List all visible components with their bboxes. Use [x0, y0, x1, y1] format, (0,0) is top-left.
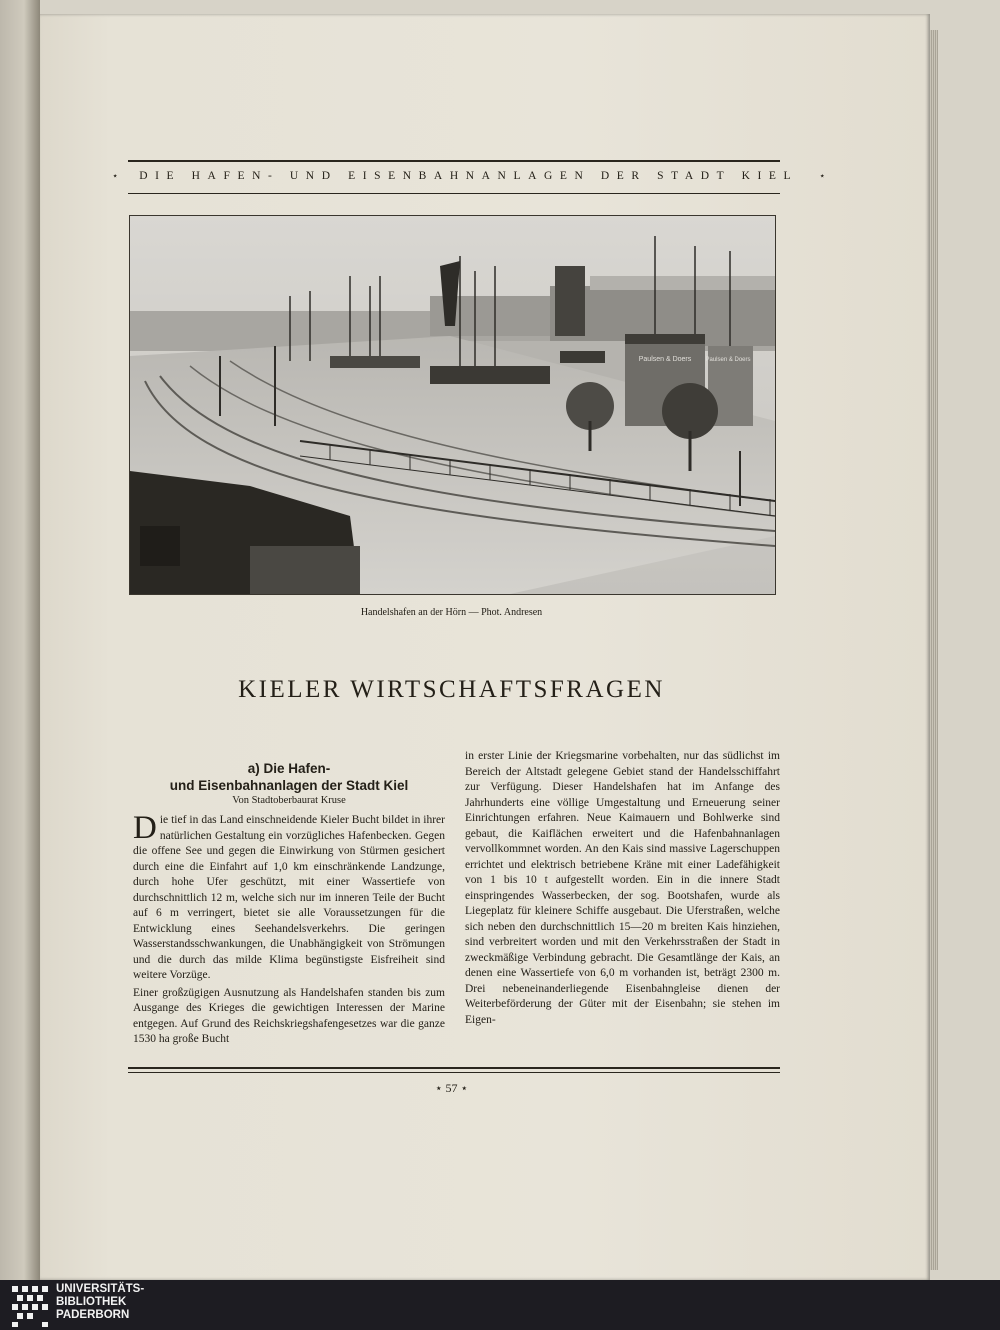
- page-number: ⋆ 57 ⋆: [434, 1081, 469, 1095]
- harbor-photograph: [129, 215, 776, 595]
- main-title: KIELER WIRTSCHAFTSFRAGEN: [238, 676, 665, 703]
- page-edges: [930, 30, 938, 1270]
- article-column-right: [465, 749, 780, 1028]
- library-name: [56, 1283, 144, 1322]
- author-byline: Von Stadtoberbaurat Kruse: [232, 795, 346, 806]
- section-title-line1: a) Die Hafen-: [247, 761, 331, 776]
- paragraph-2: Einer großzügigen Ausnutzung als Handelshafen standen bis zum Ausgange des Krieges die gewichtigen Interessen der Marine entgegen. Auf Grund des Reichskriegshafengesetzes war die ganze 1530 ha große Bucht: [133, 986, 445, 1045]
- library-name-line3: PADERBORN: [56, 1309, 130, 1321]
- photo-caption: Handelshafen an der Hörn — Phot. Andresen: [360, 607, 543, 618]
- drop-cap: D: [133, 810, 157, 846]
- article-column-left: [133, 810, 445, 1048]
- running-title: DIE HAFEN- UND EISENBAHNANLAGEN DER STADT KIEL: [139, 170, 799, 182]
- photo-sign-left: Paulsen & Doers: [638, 356, 692, 363]
- paragraph-3: in erster Linie der Kriegsmarine vorbehalten, nur das südlichst im Bereich der Altstadt gelegene Gebiet stand der Handelsschiffahrt zur Verfügung. Dieser Handelshafen hat im Anfange des Jahrhunderts eine völlige Umgestaltung und Erneuerung seiner Einrichtungen erfahren. Neue Kaimauern und Bohlwerke sind gebaut, die Kaiflächen erweitert und die Hafenbahnanlagen vervollkommnet worden. An den Kais sind massive Lagerschuppen errichtet und elektrisch betriebene Kräne mit einer Ladefähigkeit von 1 bis 10 t aufgestellt worden. Ein in die innere Stadt einspringendes Wasserbecken, der sog. Bootshafen, wurde als Liegeplatz für kleinere Schiffe ausgebaut. Die Uferstraßen, welche sich neben den durchschnittlich 15—20 m breiten Kais hinziehen, sind verbreitert worden und mit den Verkehrsstraßen der Stadt in zweckmäßige Verbindung gebracht. Die Gesamtlänge der Kais, an denen eine Wassertiefe von 6,0 m vorhanden ist, beträgt 2300 m. Drei nebeneinanderliegende Eisenbahngleise dienen der Weiterbeförderung der Güter mit der Eisenbahn; sie stehen im Eigen-: [465, 750, 780, 1026]
- book-gutter: [0, 0, 40, 1280]
- section-title: [133, 760, 445, 794]
- footer-rule-bottom: [128, 1072, 780, 1073]
- paragraph-1-text: ie tief in das Land einschneidende Kieler Bucht bildet in ihrer natürlichen Gestaltung ein vorzügliches Hafenbecken. Gegen die offene See und gegen die Einwirkung von Stürmen gesichert durch eine die Einfahrt auf 1,0 km einschränkende Landzunge, durch hohe Ufer geschützt, mit einer Wassertiefe von durchschnittlich 12 m, welche sich nur im inneren Teile der Bucht auf 6 m verringert, bietet sie alle Voraussetzungen für die Entwicklung eines Seehandelsverkehrs. Die geringen Wasserstandsschwankungen, die Unabhängigkeit von Strömungen und die durch das milde Klima begünstigste Eisfreiheit sind weitere Vorzüge.: [133, 814, 445, 981]
- footer-rule-top: [128, 1067, 780, 1069]
- header-rule-bottom: [128, 193, 780, 194]
- running-header: [112, 170, 826, 182]
- star-ornament-right: ⋆: [819, 171, 826, 182]
- library-footer-bar: [0, 1280, 1000, 1330]
- section-title-line2: und Eisenbahnanlagen der Stadt Kiel: [169, 778, 409, 793]
- header-rule-top: [128, 160, 780, 162]
- library-name-line2: BIBLIOTHEK: [56, 1296, 127, 1308]
- library-logo-icon: [8, 1282, 54, 1328]
- photo-sign-right: Paulsen & Doers: [705, 357, 751, 363]
- star-ornament-left: ⋆: [112, 171, 119, 182]
- paragraph-1: [133, 810, 445, 984]
- library-name-line1: UNIVERSITÄTS-: [56, 1283, 145, 1295]
